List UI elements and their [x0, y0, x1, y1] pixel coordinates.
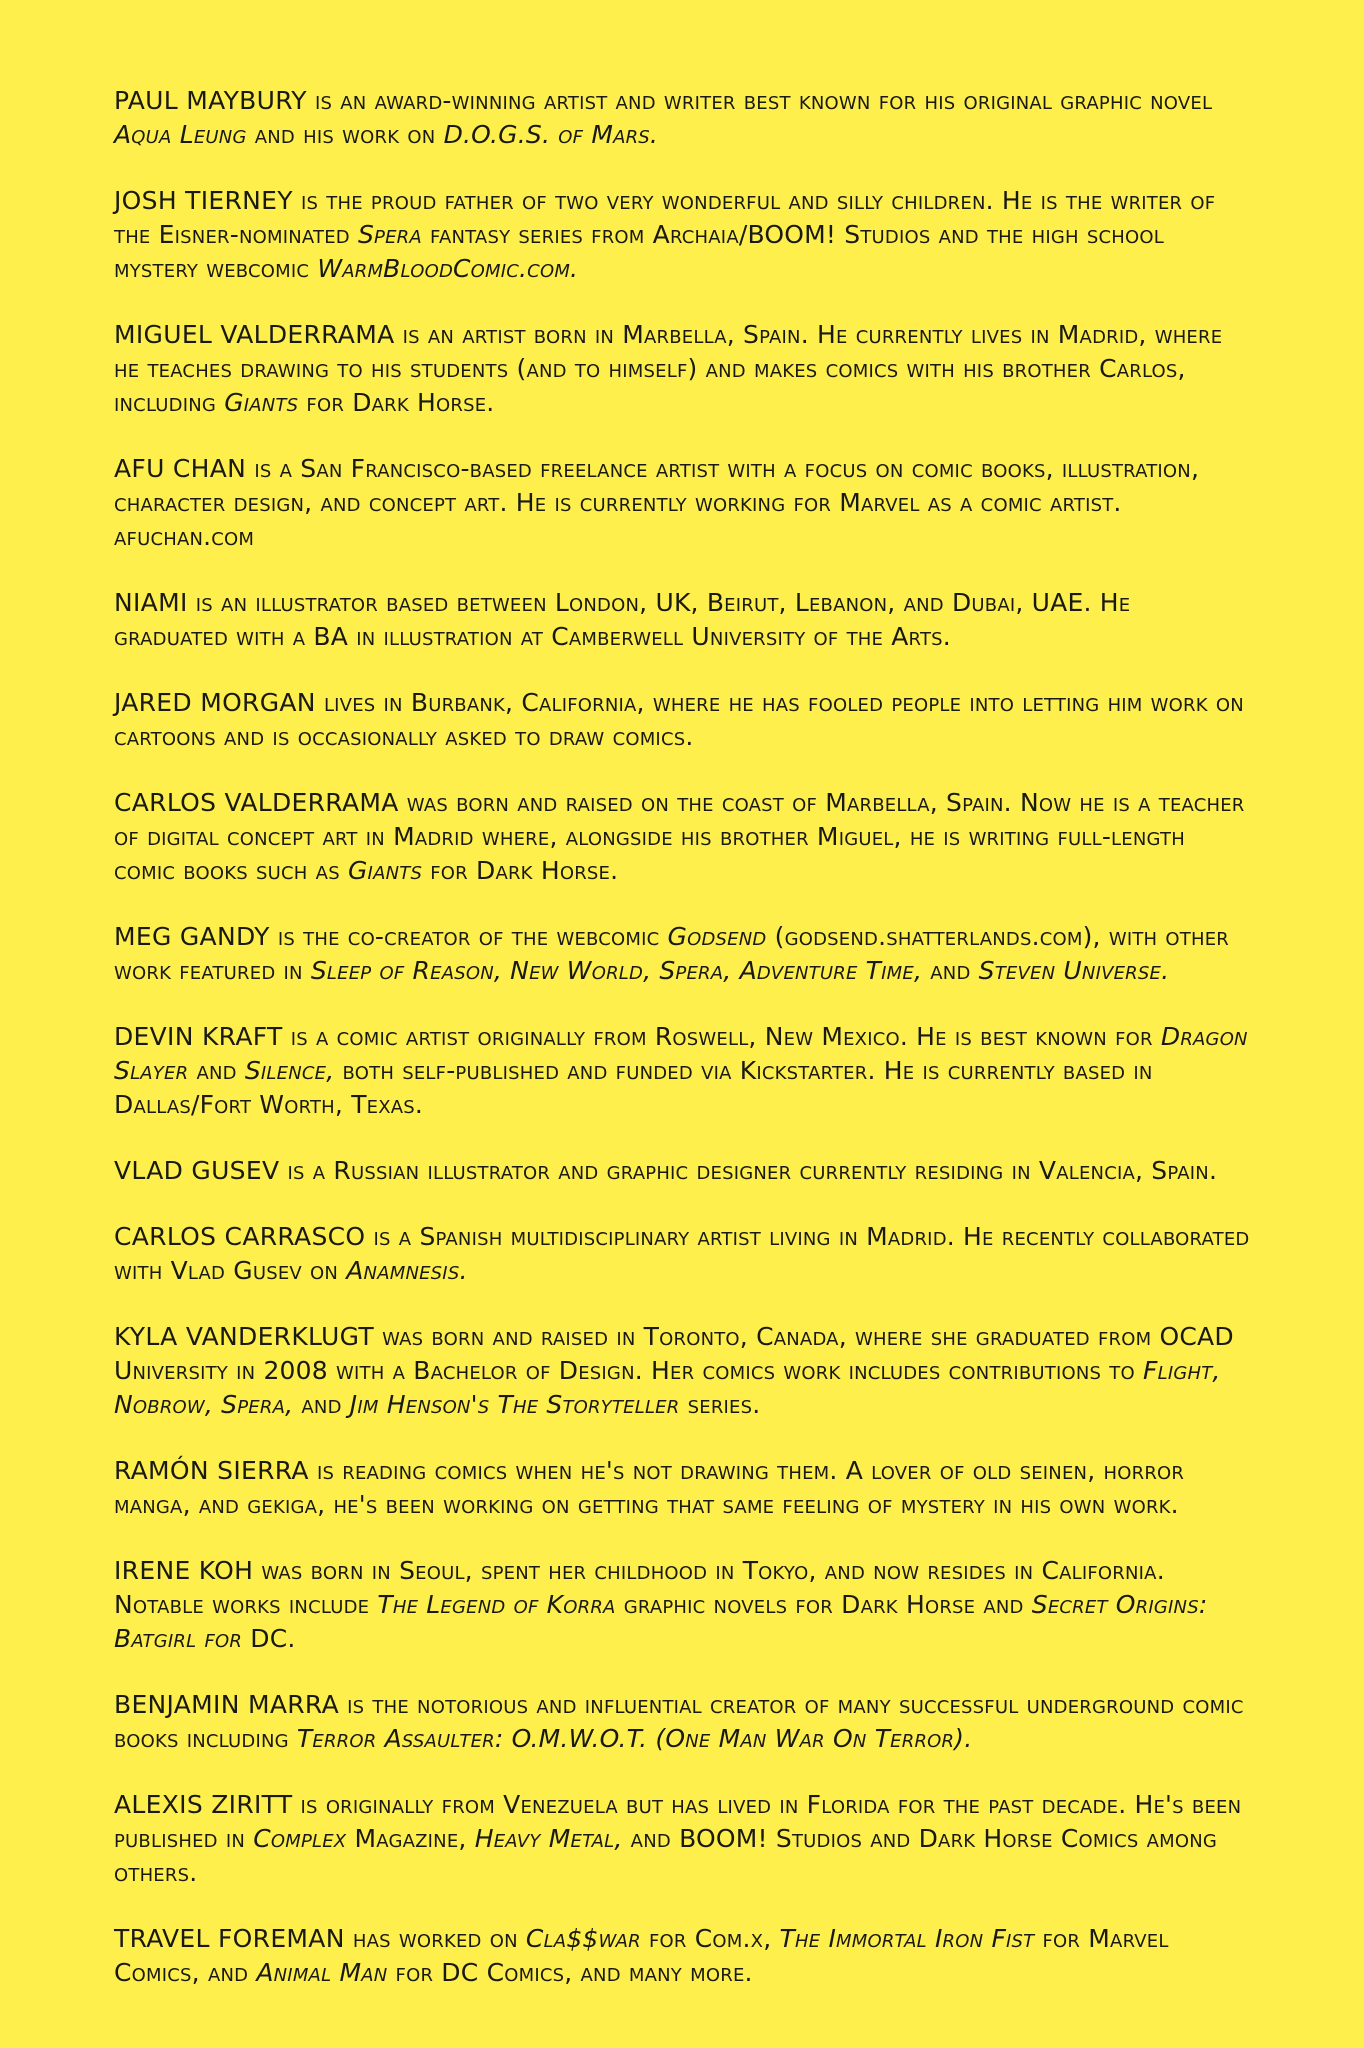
bio-text: is an artist born in Marbella, Spain. He currently lives in Madrid, where he teaches drawing to his students (and to himself) and makes comics with his brother Carlos, including: [114, 320, 1223, 417]
contributor-bio: [114, 1688, 1250, 1756]
contributor-name: TRAVEL FOREMAN: [114, 1924, 345, 1953]
contributor-name: JARED MORGAN: [114, 688, 316, 717]
italic-title-text: Giants: [224, 388, 299, 417]
bio-text: lives in Burbank, California, where he has fooled people into letting him work on cartoons and is occasionally asked to draw comics.: [114, 688, 1244, 751]
bio-text: for Com.x,: [640, 1924, 780, 1953]
bio-text: both self-published and funded via Kickstarter. He is currently based in Dallas/Fort Worth, Texas.: [114, 1056, 1153, 1119]
bio-text: is the proud father of two very wonderful and silly children. He is the writer of the Eisner-nominated: [114, 186, 1216, 249]
contributor-bio: [114, 184, 1250, 286]
contributor-name: JOSH TIERNEY: [114, 186, 293, 215]
bio-text: is an illustrator based between London, UK, Beirut, Lebanon, and Dubai, UAE. He graduated with a BA in illustration at Camberwell University of the Arts.: [114, 588, 1131, 651]
contributor-bio: [114, 1154, 1250, 1188]
contributor-name: BENJAMIN MARRA: [114, 1690, 339, 1719]
italic-title-text: The Immortal Iron Fist: [779, 1924, 1035, 1953]
bio-text: for Marvel Comics, and: [114, 1924, 1169, 1987]
contributor-name: MEG GANDY: [114, 922, 270, 951]
contributor-name: CARLOS CARRASCO: [114, 1222, 366, 1251]
bio-text: was born in Seoul, spent her childhood in Tokyo, and now resides in California. Notable works include: [114, 1556, 1165, 1619]
bio-text: for Dark Horse.: [422, 856, 619, 885]
contributor-name: PAUL MAYBURY: [114, 86, 307, 115]
bio-text: fantasy series from Archaia/BOOM! Studios and the high school mystery webcomic: [114, 220, 1165, 283]
italic-title-text: Cla$$war: [525, 1924, 641, 1953]
bio-text: is a San Francisco-based freelance artist with a focus on comic books, illustration, character design, and concept art. He is currently working for Marvel as a comic artist. afuchan.com: [114, 454, 1200, 551]
contributor-bio: [114, 1320, 1250, 1422]
contributor-bio: [114, 1454, 1250, 1522]
bio-text: is the notorious and influential creator of many successful underground comic books including: [114, 1690, 1244, 1753]
contributor-name: ALEXIS ZIRITT: [114, 1790, 293, 1819]
italic-title-text: Godsend: [667, 922, 767, 951]
bio-text: is originally from Venezuela but has lived in Florida for the past decade. He's been published in: [114, 1790, 1242, 1853]
italic-title-text: Dragon Slayer: [114, 1022, 1248, 1085]
contributor-bio: [114, 786, 1250, 888]
italic-title-text: Steven Universe.: [978, 956, 1170, 985]
bio-text: Magazine,: [346, 1824, 475, 1853]
bio-text: and his work on: [246, 120, 444, 149]
contributor-name: CARLOS VALDERRAMA: [114, 788, 399, 817]
italic-title-text: Secret Origins: Batgirl for: [114, 1590, 1208, 1653]
bio-text: graphic novels for Dark Horse and: [615, 1590, 1032, 1619]
bio-text: for DC Comics, and many more.: [387, 1958, 753, 1987]
bio-list: [114, 84, 1250, 1990]
bio-text: was born and raised in Toronto, Canada, where she graduated from OCAD University in 2008 with a Bachelor of Design. Her comics work includes contributions to: [114, 1322, 1234, 1385]
italic-title-text: Complex: [253, 1824, 347, 1853]
italic-title-text: WarmBloodComic.com.: [317, 254, 579, 283]
bio-text: (godsend.shatterlands.com), with other work featured in: [114, 922, 1229, 985]
bio-text: is a Russian illustrator and graphic designer currently residing in Valencia, Spain.: [279, 1156, 1218, 1185]
contributor-bio: [114, 318, 1250, 420]
contributor-name: NIAMI: [114, 588, 188, 617]
bio-text: and: [293, 1390, 350, 1419]
italic-title-text: Sleep of Reason, New World, Spera, Adventure Time,: [310, 956, 923, 985]
italic-title-text: Spera: [357, 220, 422, 249]
italic-title-text: Silence,: [244, 1056, 335, 1085]
contributor-name: IRENE KOH: [114, 1556, 254, 1585]
contributor-name: VLAD GUSEV: [114, 1156, 280, 1185]
bio-text: and BOOM! Studios and Dark Horse Comics among others.: [114, 1824, 1218, 1887]
bio-text: for Dark Horse.: [298, 388, 495, 417]
italic-title-text: Aqua Leung: [114, 120, 247, 149]
contributor-bio: [114, 1020, 1250, 1122]
bio-text: was born and raised on the coast of Marbella, Spain. Now he is a teacher of digital concept art in Madrid where, alongside his brother Miguel, he is writing full-length comic books such as: [114, 788, 1245, 885]
italic-title-text: Animal Man: [256, 1958, 388, 1987]
bio-text: is the co-creator of the webcomic: [269, 922, 668, 951]
bio-text: series.: [679, 1390, 761, 1419]
contributor-name: AFU CHAN: [114, 454, 247, 483]
italic-title-text: Terror Assaulter: O.M.W.O.T. (One Man War On Terror).: [296, 1724, 973, 1753]
bio-text: is an award-winning artist and writer best known for his original graphic novel: [306, 86, 1213, 115]
contributor-bios-page: [114, 84, 1250, 2022]
italic-title-text: Anamnesis.: [346, 1256, 468, 1285]
bio-text: is a comic artist originally from Roswell, New Mexico. He is best known for: [282, 1022, 1161, 1051]
italic-title-text: Flight, Nobrow, Spera,: [114, 1356, 1221, 1419]
contributor-bio: [114, 84, 1250, 152]
italic-title-text: The Legend of Korra: [377, 1590, 616, 1619]
contributor-bio: [114, 920, 1250, 988]
bio-text: is a Spanish multidisciplinary artist living in Madrid. He recently collaborated with Vlad Gusev on: [114, 1222, 1250, 1285]
contributor-name: RAMÓN SIERRA: [114, 1456, 309, 1485]
contributor-bio: [114, 1922, 1250, 1990]
contributor-bio: [114, 1788, 1250, 1890]
bio-text: DC.: [242, 1624, 296, 1653]
contributor-name: MIGUEL VALDERRAMA: [114, 320, 395, 349]
contributor-name: KYLA VANDERKLUGT: [114, 1322, 374, 1351]
italic-title-text: D.O.G.S. of Mars.: [443, 120, 659, 149]
contributor-bio: [114, 1220, 1250, 1288]
bio-text: and: [188, 1056, 245, 1085]
contributor-name: DEVIN KRAFT: [114, 1022, 283, 1051]
contributor-bio: [114, 1554, 1250, 1656]
contributor-bio: [114, 452, 1250, 554]
bio-text: is reading comics when he's not drawing them. A lover of old seinen, horror manga, and gekiga, he's been working on getting that same feeling of mystery in his own work.: [114, 1456, 1185, 1519]
contributor-bio: [114, 686, 1250, 754]
italic-title-text: Giants: [347, 856, 423, 885]
italic-title-text: Jim Henson's The Storyteller: [349, 1390, 680, 1419]
italic-title-text: Heavy Metal,: [474, 1824, 623, 1853]
contributor-bio: [114, 586, 1250, 654]
bio-text: has worked on: [344, 1924, 526, 1953]
bio-text: and: [922, 956, 979, 985]
